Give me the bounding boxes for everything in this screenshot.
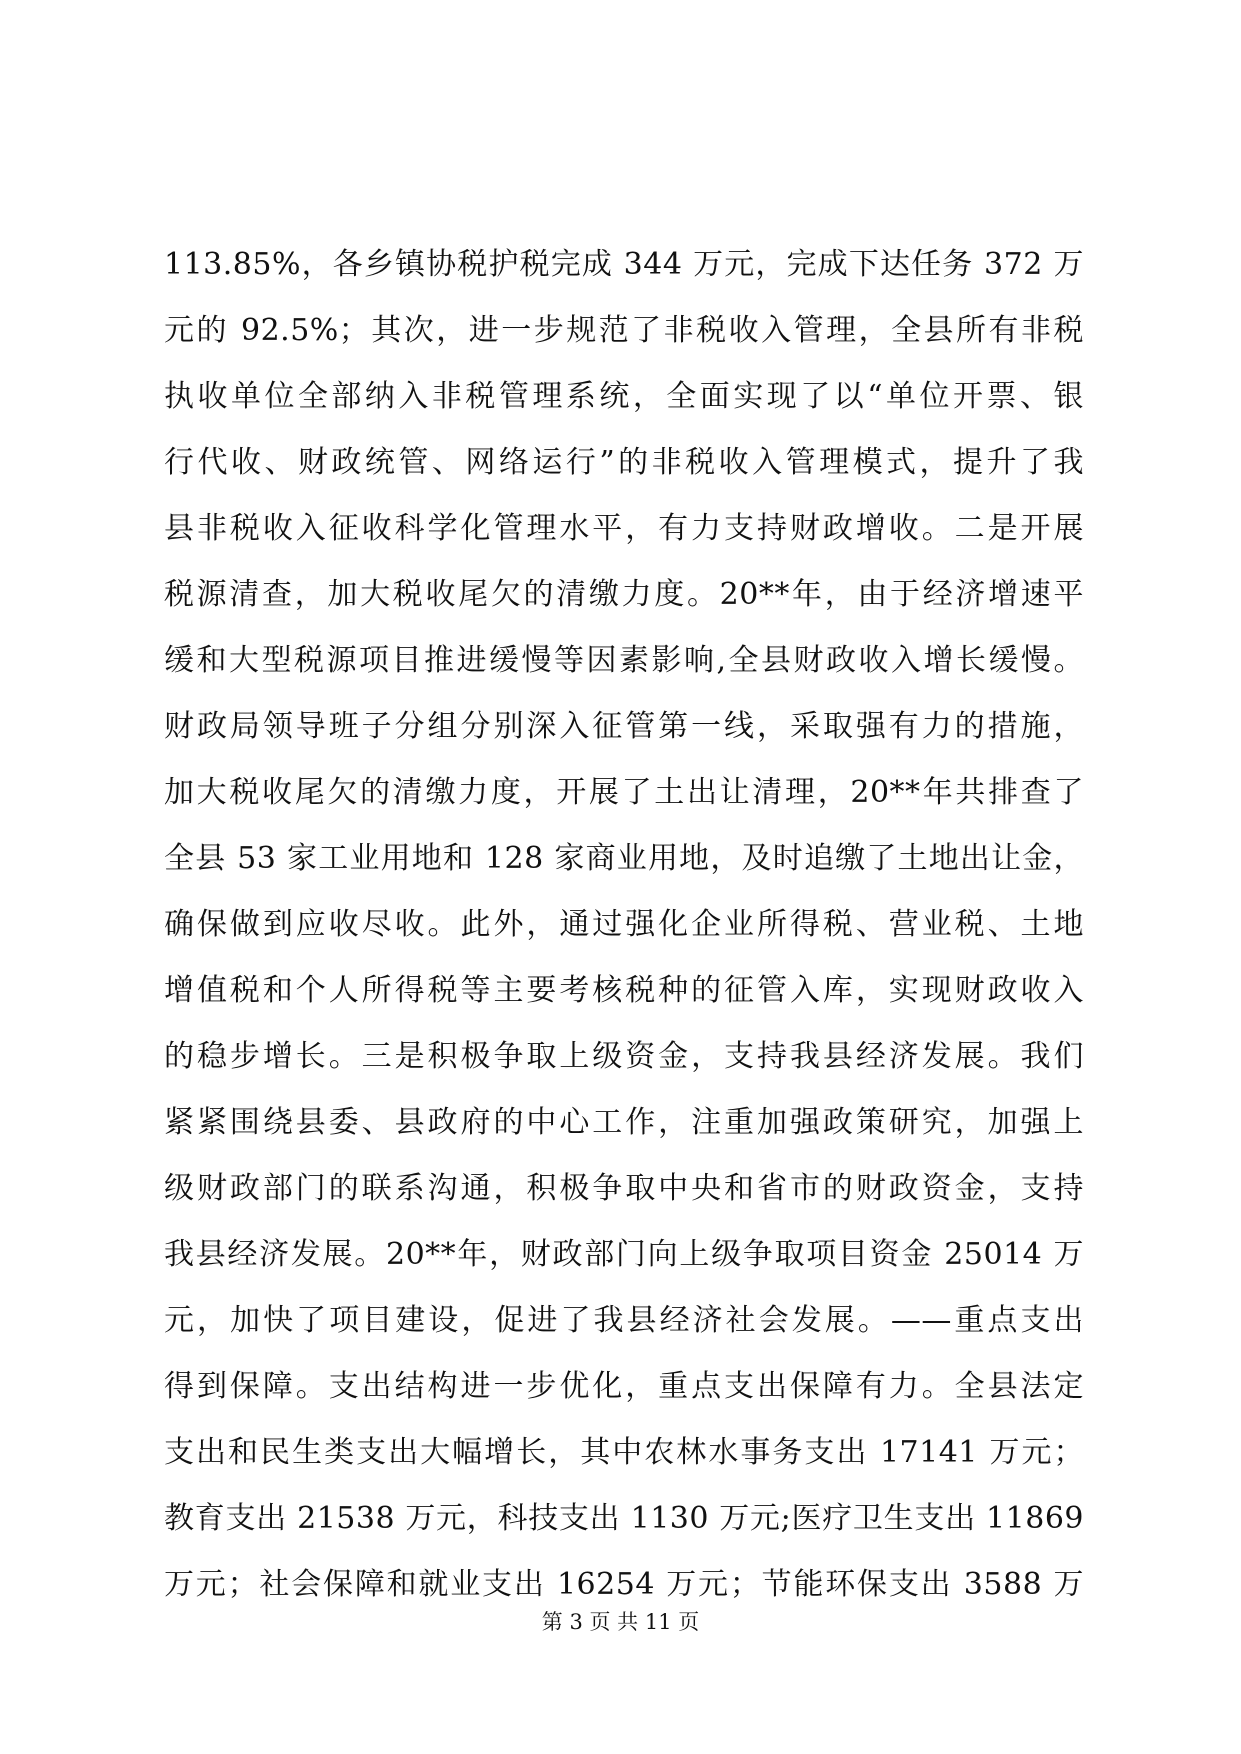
text-line-17: 元，加快了项目建设，促进了我县经济社会发展。——重点支出 <box>164 1303 1084 1338</box>
text-line-19: 支出和民生类支出大幅增长，其中农林水事务支出 17141 万元； <box>164 1435 1084 1470</box>
text-line-16: 我县经济发展。20**年，财政部门向上级争取项目资金 25014 万 <box>164 1237 1084 1272</box>
text-line-1: 113.85%，各乡镇协税护税完成 344 万元，完成下达任务 372 万 <box>164 247 1084 282</box>
text-line-9: 加大税收尾欠的清缴力度，开展了土出让清理，20**年共排查了 <box>164 775 1084 810</box>
text-line-13: 的稳步增长。三是积极争取上级资金，支持我县经济发展。我们 <box>164 1039 1084 1074</box>
text-line-7: 缓和大型税源项目推进缓慢等因素影响,全县财政收入增长缓慢。 <box>164 643 1084 678</box>
page-footer: 第 3 页 共 11 页 <box>541 1610 700 1634</box>
text-line-2: 元的 92.5%；其次，进一步规范了非税收入管理，全县所有非税 <box>164 313 1084 348</box>
text-line-5: 县非税收入征收科学化管理水平，有力支持财政增收。二是开展 <box>164 511 1084 546</box>
body-text <box>164 232 1084 1618</box>
text-line-10: 全县 53 家工业用地和 128 家商业用地，及时追缴了土地出让金， <box>164 841 1084 876</box>
text-line-4: 行代收、财政统管、网络运行”的非税收入管理模式，提升了我 <box>164 445 1084 480</box>
text-line-14: 紧紧围绕县委、县政府的中心工作，注重加强政策研究，加强上 <box>164 1105 1084 1140</box>
text-line-21: 万元；社会保障和就业支出 16254 万元；节能环保支出 3588 万 <box>164 1567 1084 1602</box>
text-line-11: 确保做到应收尽收。此外，通过强化企业所得税、营业税、土地 <box>164 907 1084 942</box>
text-line-18: 得到保障。支出结构进一步优化，重点支出保障有力。全县法定 <box>164 1369 1084 1404</box>
text-line-12: 增值税和个人所得税等主要考核税种的征管入库，实现财政收入 <box>164 973 1084 1008</box>
text-line-6: 税源清查，加大税收尾欠的清缴力度。20**年，由于经济增速平 <box>164 577 1084 612</box>
text-line-8: 财政局领导班子分组分别深入征管第一线，采取强有力的措施， <box>164 709 1084 744</box>
text-line-20: 教育支出 21538 万元，科技支出 1130 万元;医疗卫生支出 11869 <box>164 1501 1084 1536</box>
text-line-3: 执收单位全部纳入非税管理系统，全面实现了以“单位开票、银 <box>164 379 1084 414</box>
text-line-15: 级财政部门的联系沟通，积极争取中央和省市的财政资金，支持 <box>164 1171 1084 1206</box>
